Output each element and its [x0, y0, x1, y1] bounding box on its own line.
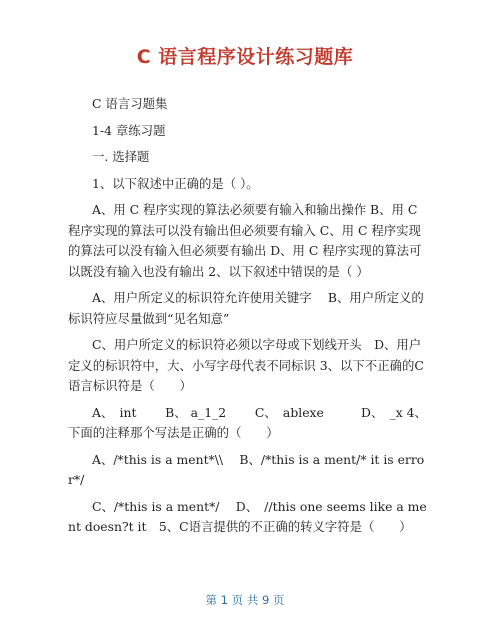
page-footer: 第 1 页 共 9 页 [205, 593, 285, 607]
document-body [68, 94, 428, 544]
paragraph-options-5: A、/*this is a ment*\\ B、/*this is a ment/* it is error*/ [68, 451, 425, 487]
paragraph-options-6: C、/*this is a ment*/ D、 //this one seems like a ment doesn?t it 5、C语言提供的不正确的转义字符是（ ） [68, 498, 427, 534]
paragraph-section: 一. 选择题 [92, 149, 150, 164]
paragraph-question-1: 1、以下叙述中正确的是（ ）。 [92, 175, 259, 191]
paragraph-options-1: A、用 C 程序实现的算法必须要有输入和输出操作 B、用 C 程序实现的算法可以没有输出但必须要有输入 C、用 C 程序实现的算法可以没有输入但必须要有输出 D、用 C 程序实现的算法可以既没有输入也没有输出 2、以下叙述中错误的是（ ） [68, 202, 422, 279]
paragraph-options-4: A、 int B、 a_1_2 C、 ablexe D、 _x 4、下面的注释那个写法是正确的（ ） [68, 404, 427, 440]
document-title: C 语言程序设计练习题库 [136, 46, 354, 68]
paragraph-options-3: C、用户所定义的标识符必须以字母或下划线开头 D、用户定义的标识符中，大、小写字母代表不同标识 3、以下不正确的C语言标识符是（ ） [68, 337, 424, 393]
paragraph-heading: C 语言习题集 [92, 96, 168, 111]
paragraph-chapter: 1-4 章练习题 [92, 122, 166, 138]
paragraph-options-2: A、用户所定义的标识符允许使用关键字 B、用户所定义的标识符应尽量做到“见名知意” [68, 290, 424, 326]
